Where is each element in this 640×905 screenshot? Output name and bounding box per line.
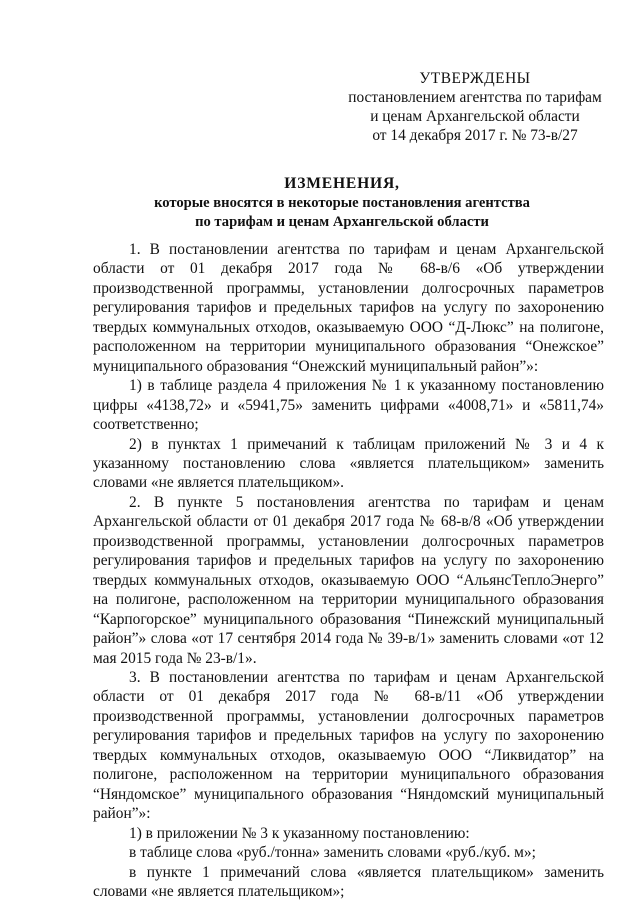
approval-stamp [340, 69, 610, 145]
paragraph-2: 2. В пункте 5 постановления агентства по тарифам и ценам Архангельской области от 01 декабря 2017 года № 68-в/8 «Об утверждении производственной программы, установлении долгосрочных параметров регулирования тарифов и предельных тарифов на услугу по захоронению твердых коммунальных отходов, оказываемую ООО “АльянсТеплоЭнерго” на полигоне, расположенном на территории муниципального образования “Карпогорское” муниципального образования “Пинежский муниципальный район”» слова «от 17 сентября 2014 года № 39-в/1» заменить словами «от 12 мая 2015 года № 23-в/1». [93, 493, 604, 667]
paragraph-1-1: 1) в таблице раздела 4 приложения № 1 к указанному постановлению цифры «4138,72» и «5941,75» заменить цифрами «4008,71» и «5811,74» соответственно; [93, 377, 604, 434]
approval-line: от 14 декабря 2017 г. № 73-в/27 [372, 127, 578, 144]
approval-line: и ценам Архангельской области [370, 108, 580, 125]
paragraph-3-1-a: в таблице слова «руб./тонна» заменить словами «руб./куб. м»; [129, 844, 536, 862]
paragraph-3: 3. В постановлении агентства по тарифам и ценам Архангельской области от 01 декабря 2017 года № 68-в/11 «Об утверждении производственной программы, установлении долгосрочных параметров регулирования тарифов и предельных тарифов на услугу по захоронению твердых коммунальных отходов, оказываемую ООО “Ликвидатор” на полигоне, расположенном на территории муниципального образования “Няндомское” муниципального образования “Няндомский муниципальный район”»: [93, 668, 604, 823]
paragraph-1: 1. В постановлении агентства по тарифам и ценам Архангельской области от 01 декабря 2017 года № 68-в/6 «Об утверждении производственной программы, установлении долгосрочных параметров регулирования тарифов и предельных тарифов на услугу по захоронению твердых коммунальных отходов, оказываемую ООО “Д-Люкс” на полигоне, расположенном на территории муниципального образования “Онежское” муниципального образования “Онежский муниципальный район”»: [93, 241, 604, 375]
approval-heading: УТВЕРЖДЕНЫ [419, 70, 531, 87]
paragraph-1-2: 2) в пунктах 1 примечаний к таблицам приложений № 3 и 4 к указанному постановлению слова «является плательщиком» заменить словами «не является плательщиком». [93, 435, 604, 492]
title-subtitle: по тарифам и ценам Архангельской области [195, 214, 489, 230]
approval-line: постановлением агентства по тарифам [348, 89, 602, 106]
title-main: ИЗМЕНЕНИЯ, [284, 175, 400, 192]
paragraph-3-1: 1) в приложении № 3 к указанному постановлению: [129, 824, 470, 842]
document-title [93, 174, 591, 233]
title-subtitle: которые вносятся в некоторые постановления агентства [154, 194, 530, 211]
paragraph-3-1-b: в пункте 1 примечаний слова «является плательщиком» заменить словами «не является плательщиком»; [93, 863, 604, 900]
document-body [93, 240, 604, 901]
